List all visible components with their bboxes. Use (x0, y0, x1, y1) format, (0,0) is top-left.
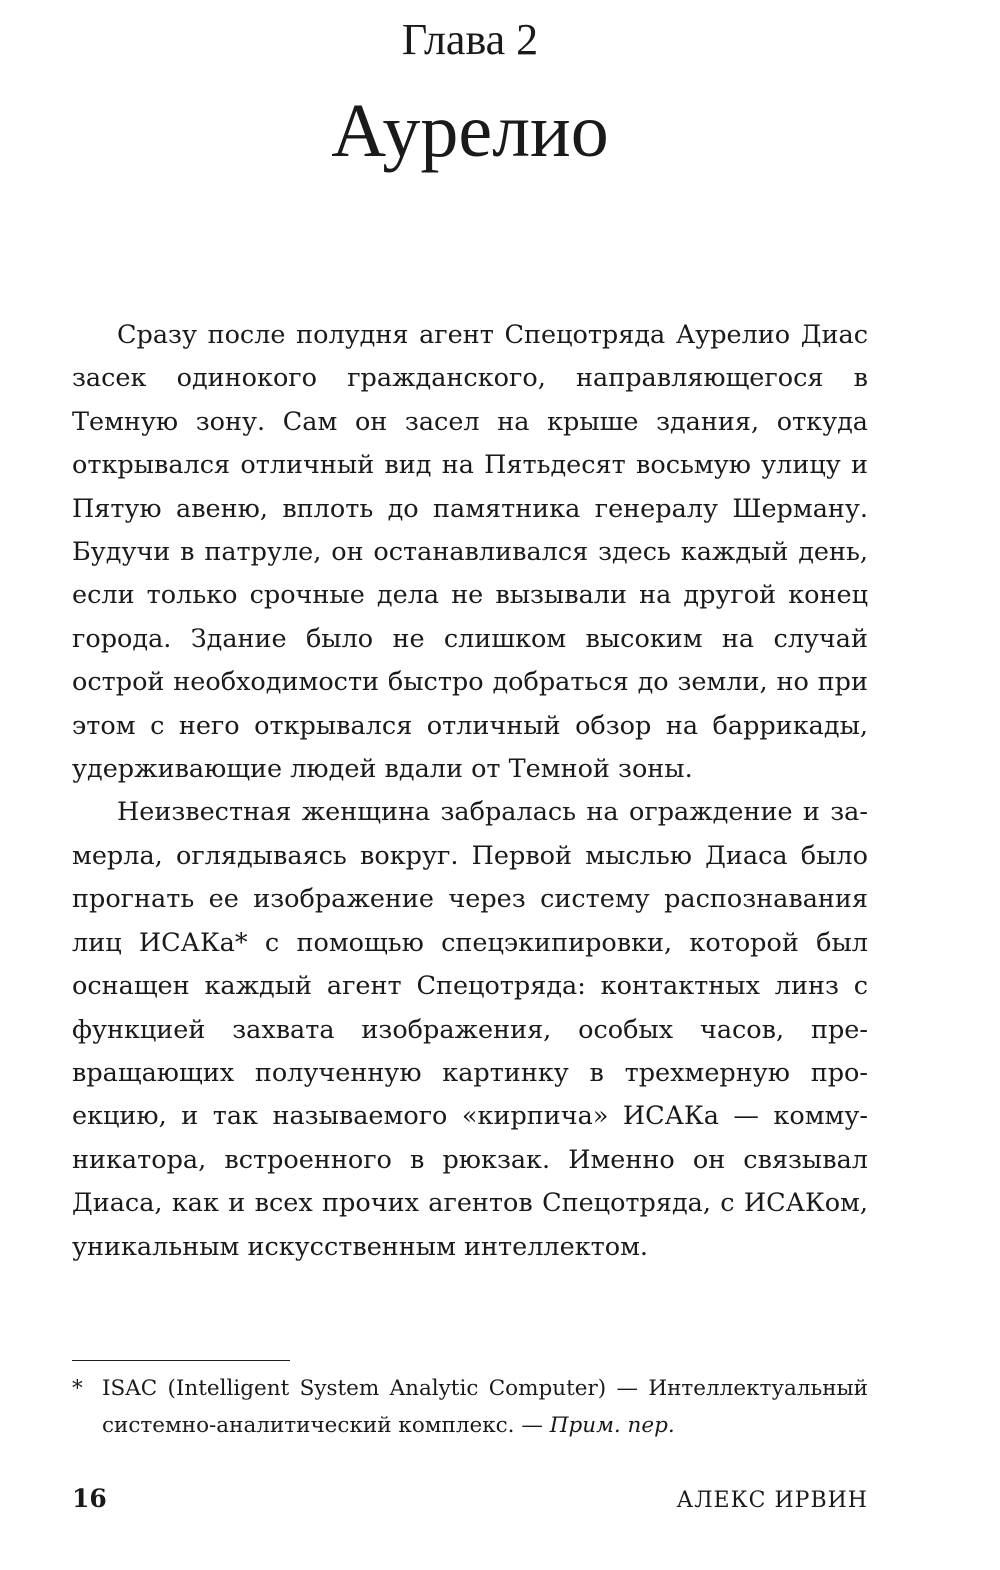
footnote (72, 1370, 868, 1444)
page-number: 16 (72, 1484, 107, 1513)
chapter-title: Аурелио (331, 89, 609, 173)
paragraph: Неизвестная женщина забралась на ограждение и замерла, оглядываясь вокруг. Первой мыслью Диаса было прогнать ее изображение через систему распознавания лиц ИСАКа* с помощью спецэкипировки, которой был оснащен каждый агент Спецотряда: контактных линз с функцией захвата изображения, особых часов, превращающих полученную картинку в трехмерную проекцию, и так называемого «кирпича» ИСАКа — коммуникатора, встроенного в рюкзак. Именно он связывал Диаса, как и всех прочих агентов Спецотряда, с ИСАКом, уникальным искусственным интеллектом. (72, 797, 868, 1262)
footnote-mark: * (72, 1376, 83, 1401)
footnote-text: ISAC (Intelligent System Analytic Computer) — Интеллектуальный системно-аналитический комплекс. — (102, 1376, 868, 1438)
running-head-author: АЛЕКС ИРВИН (676, 1488, 868, 1513)
paragraph: Сразу после полудня агент Спецотряда Аурелио Диас засек одинокого гражданского, направляющегося в Темную зону. Сам он засел на крыше здания, откуда открывался отличный вид на Пятьдесят восьмую улицу и Пятую авеню, вплоть до памятника генералу Шерману. Будучи в патруле, он останавливался здесь каждый день, если только срочные дела не вызывали на другой конец города. Здание было не слишком высоким на случай острой необходимости быстро добраться до земли, но при этом с него открывался отличный обзор на баррикады, удерживающие людей вдали от Темной зоны. (72, 320, 868, 785)
body-text (72, 314, 868, 1269)
footnote-divider (72, 1360, 290, 1361)
chapter-label: Глава 2 (401, 15, 539, 64)
footnote-translator-note: Прим. пер. (549, 1413, 675, 1438)
